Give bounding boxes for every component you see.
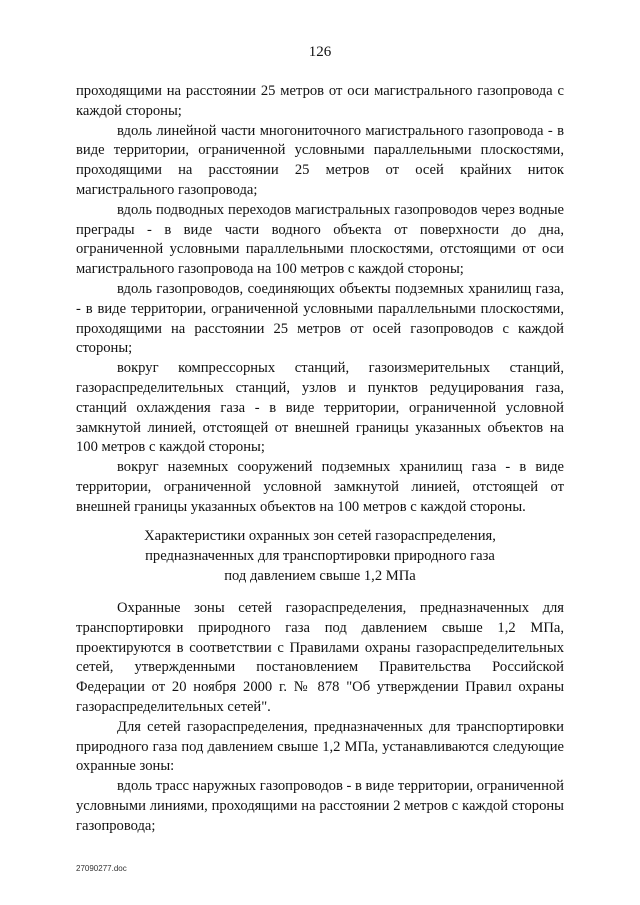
heading-line: Характеристики охранных зон сетей газораспределения, [144,528,496,544]
page-number: 126 [308,44,332,60]
paragraph: вдоль линейной части многониточного магистрального газопровода - в виде территории, ограниченной условными параллельными плоскостями, проходящими на расстоянии 25 метров от осей крайних ниток магистрального газопровода; [76,122,564,198]
heading-line: предназначенных для транспортировки природного газа [145,547,495,564]
paragraph: вдоль трасс наружных газопроводов - в виде территории, ограниченной условными линиями, проходящими на расстоянии 2 метров с каждой стороны газопровода; [76,778,564,834]
paragraph: Охранные зоны сетей газораспределения, предназначенных для транспортировки природного газа под давлением свыше 1,2 МПа, проектируются в соответствии с Правилами охраны газораспределительных сетей, утвержденными постановлением Правительства Российской Федерации от 20 ноября 2000 г. № 878 "Об утверждении Правил охраны газораспределительных сетей". [76,600,564,715]
bottom-text-block [76,599,564,837]
footer-filename: 27090277.doc [76,864,127,873]
paragraph: вдоль газопроводов, соединяющих объекты подземных хранилищ газа, - в виде территории, ограниченной условными параллельными плоскостями, проходящими на расстоянии 25 метров от осей газопроводов с каждой стороны; [76,280,564,357]
section-heading [76,527,564,586]
paragraph: вдоль подводных переходов магистральных газопроводов через водные преграды - в виде части водного объекта от поверхности до дна, ограниченной условными параллельными плоскостями, отстоящими от оси магистрального газопровода на 100 метров с каждой стороны; [76,201,564,278]
paragraph: вокруг наземных сооружений подземных хранилищ газа - в виде территории, ограниченной условной замкнутой линией, отстоящей от внешней границы указанных объектов на 100 метров с каждой стороны. [76,459,564,515]
heading-line: под давлением свыше 1,2 МПа [224,567,416,584]
paragraph: Для сетей газораспределения, предназначенных для транспортировки природного газа под давлением свыше 1,2 МПа, устанавливаются следующие охранные зоны: [76,718,564,775]
top-text-block [76,82,564,518]
paragraph: проходящими на расстоянии 25 метров от оси магистрального газопровода с каждой стороны; [76,83,564,119]
paragraph: вокруг компрессорных станций, газоизмерительных станций, газораспределительных станций, узлов и пунктов редуцирования газа, станций охлаждения газа - в виде территории, ограниченной условной замкнутой линией, отстоящей от внешней границы указанных объектов на 100 метров с каждой стороны; [76,360,564,456]
